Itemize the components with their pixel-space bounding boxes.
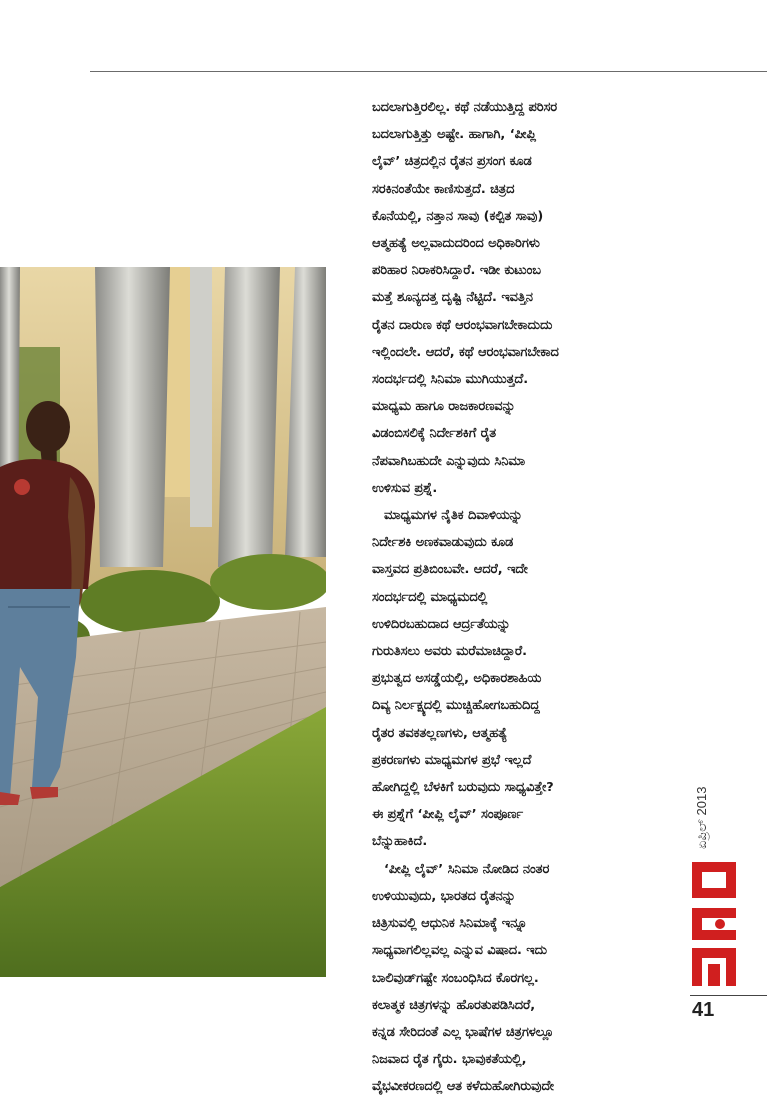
header-rule [90,71,767,72]
article-line: ರೈತನ ದಾರುಣ ಕಥೆ ಆರಂಭವಾಗಬೇಕಾದುದು [372,317,553,333]
photo-woman-walking-park [0,267,326,977]
magazine-logo [690,860,740,990]
article-line: ಬದಲಾಗುತ್ತಿರಲಿಲ್ಲ. ಕಥೆ ನಡೆಯುತ್ತಿದ್ದ ಪರಿಸರ [372,100,558,115]
article-line: ಉಳಿಸುವ ಪ್ರಶ್ನೆ. [372,480,438,496]
article-line: ಬಾಲಿವುಡ್‌ಗಷ್ಟೇ ಸಂಬಂಧಿಸಿದ ಕೊರಗಲ್ಲ. [372,970,539,986]
article-line: ಕನ್ನಡ ಸೇರಿದಂತೆ ಎಲ್ಲ ಭಾಷೆಗಳ ಚಿತ್ರಗಳಲ್ಲೂ [372,1024,554,1040]
article-line: ‘ಪೀಪ್ಲಿ ಲೈವ್’ ಸಿನಿಮಾ ನೋಡಿದ ನಂತರ [384,861,550,877]
article-line: ಕಲಾತ್ಮಕ ಚಿತ್ರಗಳನ್ನು ಹೊರತುಪಡಿಸಿದರೆ, [372,997,536,1013]
article-line: ಮಾಧ್ಯಮಗಳ ನೈತಿಕ ದಿವಾಳಿಯನ್ನು [384,508,523,524]
article-line: ವೈಭವೀಕರಣದಲ್ಲಿ ಆತ ಕಳೆದುಹೋಗಿರುವುದೇ [372,1079,554,1095]
article-line: ಸಾಧ್ಯವಾಗಲಿಲ್ಲವಲ್ಲ ಎನ್ನುವ ವಿಷಾದ. ಇದು [372,943,547,959]
article-line: ಆತ್ಮಹತ್ಯೆ ಅಲ್ಲವಾದುದರಿಂದ ಅಧಿಕಾರಿಗಳು [372,236,540,252]
article-line: ಇಲ್ಲಿಂದಲೇ. ಆದರೆ, ಕಥೆ ಆರಂಭವಾಗಬೇಕಾದ [372,344,559,360]
article-line: ಸಂದರ್ಭದಲ್ಲಿ ಸಿನಿಮಾ ಮುಗಿಯುತ್ತದೆ. [372,372,529,388]
article-line: ಈ ಪ್ರಶ್ನೆಗೆ ‘ಪೀಪ್ಲಿ ಲೈವ್’ ಸಂಪೂರ್ಣ [372,807,523,823]
article-line: ನಿಜವಾದ ರೈತ ಗೈರು. ಭಾವುಕತೆಯಲ್ಲಿ, [372,1052,527,1068]
article-line: ಹೋಗಿದ್ದಲ್ಲಿ ಬೆಳಕಿಗೆ ಬರುವುದು ಸಾಧ್ಯವಿತ್ತೇ? [372,780,554,796]
article-line: ನೆಪವಾಗಿಬಹುದೇ ಎನ್ನುವುದು ಸಿನಿಮಾ [372,453,526,469]
article-line: ಮತ್ತೆ ಶೂನ್ಯದತ್ತ ದೃಷ್ಟಿ ನೆಟ್ಟಿದೆ. ಇವತ್ತಿನ [372,290,533,306]
article-line: ಮಾಧ್ಯಮ ಹಾಗೂ ರಾಜಕಾರಣವನ್ನು [372,399,516,415]
article-line: ವಿಡಂಬಿಸಲಿಕ್ಕೆ ನಿರ್ದೇಶಕಿಗೆ ರೈತ [372,426,497,442]
article-line: ಕೊನೆಯಲ್ಲಿ, ನತ್ತಾನ ಸಾವು (ಕಲ್ಪಿತ ಸಾವು) [372,208,544,224]
article-photo [0,267,326,977]
article-line: ಸರಕಿನಂತೆಯೇ ಕಾಣಿಸುತ್ತದೆ. ಚಿತ್ರದ [372,181,515,197]
article-line: ಉಳಿದಿರಬಹುದಾದ ಆರ್ದ್ರತೆಯನ್ನು [372,616,511,632]
article-line: ಸಂದರ್ಭದಲ್ಲಿ ಮಾಧ್ಯಮದಲ್ಲಿ [372,589,488,605]
article-line: ಪ್ರಕರಣಗಳು ಮಾಧ್ಯಮಗಳ ಪ್ರಭೆ ಇಲ್ಲದೆ [372,752,532,768]
article-line: ಗುರುತಿಸಲು ಅವರು ಮರೆಮಾಚಿದ್ದಾರೆ. [372,644,527,660]
article-body [372,94,664,1101]
article-line: ರೈತರ ತವಕತಲ್ಲಣಗಳು, ಆತ್ಮಹತ್ಯೆ [372,725,508,741]
article-line: ಪ್ರಭುತ್ವದ ಅಸಡ್ಡೆಯಲ್ಲಿ, ಅಧಿಕಾರಶಾಹಿಯ [372,671,542,687]
article-line: ಉಳಿಯುವುದು, ಭಾರತದ ರೈತನನ್ನು [372,888,516,904]
footer-rule [690,995,767,996]
article-line: ವಾಸ್ತವದ ಪ್ರತಿಬಿಂಬವೇ. ಆದರೆ, ಇದೇ [372,562,528,578]
page-number: 41 [692,999,715,1021]
article-line: ನಿರ್ದೇಶಕಿ ಅಣಕವಾಡುವುದು ಕೂಡ [372,535,514,551]
article-line: ಪರಿಹಾರ ನಿರಾಕರಿಸಿದ್ದಾರೆ. ಇಡೀ ಕುಟುಂಬ [372,263,541,279]
issue-date: ಏಪ್ರಿಲ್ 2013 [694,786,709,849]
article-line: ದಿವ್ಯ ನಿರ್ಲಕ್ಷ್ಯದಲ್ಲಿ ಮುಚ್ಚಿಹೋಗಬಹುದಿದ್ದ [372,698,540,714]
article-line: ಬದಲಾಗುತ್ತಿತ್ತು ಅಷ್ಟೇ. ಹಾಗಾಗಿ, ‘ಪೀಪ್ಲಿ [372,127,537,143]
article-line: ಬೆನ್ನುಹಾಕಿದೆ. [372,834,428,850]
article-line: ಚಿತ್ರಿಸುವಲ್ಲಿ ಆಧುನಿಕ ಸಿನಿಮಾಕ್ಕೆ ಇನ್ನೂ [372,916,528,932]
article-line: ಲೈವ್’ ಚಿತ್ರದಲ್ಲಿನ ರೈತನ ಪ್ರಸಂಗ ಕೂಡ [372,154,532,170]
